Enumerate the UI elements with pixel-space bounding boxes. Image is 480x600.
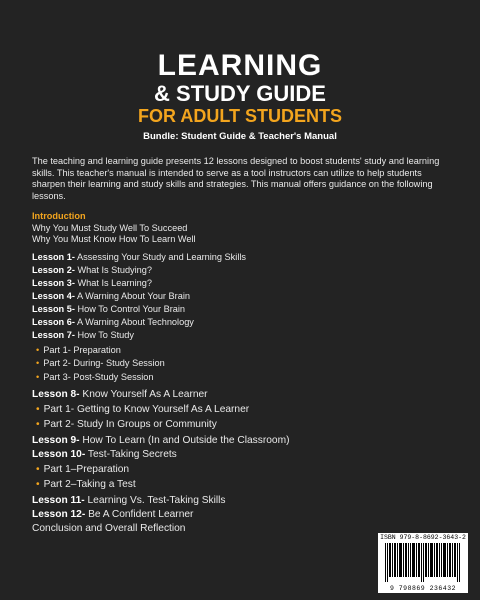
lesson-label: Lesson 7-	[32, 329, 75, 340]
barcode	[378, 533, 468, 593]
lesson-item	[32, 434, 452, 447]
lesson-part: • Part 1–Preparation	[36, 464, 130, 475]
conclusion-item: Conclusion and Overall Reflection	[32, 523, 186, 534]
title-learning: LEARNING	[157, 49, 323, 82]
lesson-label: Lesson 6-	[32, 316, 75, 327]
description-paragraph: The teaching and learning guide presents 12 lessons designed to boost students' study and learning skills. This teacher's manual is intended to serve as a tool instructors can utilize to help students sharpen their learning and study skills and strategies. This manual offers guidance on the following lessons.	[32, 156, 440, 201]
lesson-part: • Part 1- Preparation	[36, 344, 121, 355]
barcode-number: 9 798869 236432	[389, 585, 456, 592]
lesson-label: Lesson 12-	[32, 509, 86, 520]
lesson-label: Lesson 2-	[32, 264, 75, 275]
bullet-icon: •	[36, 404, 40, 415]
lesson-label: Lesson 4-	[32, 290, 75, 301]
lessons-list-a	[32, 252, 452, 383]
lesson-label: Lesson 5-	[32, 303, 75, 314]
lesson-part: • Part 2- During- Study Session	[36, 358, 165, 369]
lesson-item	[32, 291, 452, 303]
lesson-title: How To Study	[77, 329, 134, 340]
subtitle-adult-students: FOR ADULT STUDENTS	[138, 106, 342, 126]
bullet-icon: •	[36, 479, 40, 490]
intro-item: Why You Must Know How To Learn Well	[32, 234, 196, 245]
lesson-title: Learning Vs. Test-Taking Skills	[87, 495, 226, 506]
lesson-item	[32, 265, 452, 277]
lesson-item	[32, 508, 452, 521]
bullet-icon: •	[36, 371, 40, 382]
lesson-title: How To Learn (In and Outside the Classroom)	[82, 435, 290, 446]
lesson-part: • Part 2–Taking a Test	[36, 479, 136, 490]
bullet-icon: •	[36, 419, 40, 430]
lesson-item	[32, 330, 452, 342]
lesson-title: Be A Confident Learner	[88, 509, 194, 520]
bullet-icon: •	[36, 464, 40, 475]
lesson-title: What Is Learning?	[77, 277, 153, 288]
introduction-heading: Introduction	[32, 211, 86, 221]
lesson-label: Lesson 8-	[32, 389, 80, 400]
title-study-guide: & STUDY GUIDE	[154, 81, 326, 106]
lesson-item	[32, 388, 452, 401]
introduction-section	[32, 211, 452, 246]
lesson-title: Assessing Your Study and Learning Skills	[76, 252, 246, 262]
lesson-item	[32, 278, 452, 290]
bullet-icon: •	[36, 344, 40, 355]
lesson-label: Lesson 3-	[32, 277, 75, 288]
lesson-label: Lesson 1-	[32, 252, 75, 262]
lesson-label: Lesson 10-	[32, 449, 86, 460]
lesson-title: Test-Taking Secrets	[87, 449, 177, 460]
lesson-title: Know Yourself As A Learner	[82, 389, 208, 400]
lesson-title: A Warning About Your Brain	[76, 290, 190, 301]
lesson-title: A Warning About Technology	[76, 316, 194, 327]
lesson-part: • Part 1- Getting to Know Yourself As A Learner	[36, 404, 250, 415]
lesson8-section	[32, 388, 452, 431]
lesson-item	[32, 304, 452, 316]
lesson11-12-section	[32, 494, 452, 535]
lesson-title: How To Control Your Brain	[77, 303, 186, 314]
lesson-label: Lesson 9-	[32, 435, 80, 446]
lesson-item	[32, 252, 452, 264]
lesson-part: • Part 2- Study In Groups or Community	[36, 419, 217, 430]
lesson9-10-section	[32, 434, 452, 491]
lesson-title: What Is Studying?	[77, 264, 153, 275]
lesson-item	[32, 494, 452, 507]
barcode-bars-icon	[383, 543, 463, 582]
isbn-text: ISBN 979-8-8692-3643-2	[380, 534, 466, 541]
intro-item: Why You Must Study Well To Succeed	[32, 222, 188, 233]
bullet-icon: •	[36, 358, 40, 369]
bundle-label: Bundle: Student Guide & Teacher's Manual	[143, 131, 337, 142]
lesson-label: Lesson 11-	[32, 495, 85, 506]
lesson-item	[32, 448, 452, 461]
lesson-item	[32, 317, 452, 329]
lesson-part: • Part 3- Post-Study Session	[36, 371, 154, 382]
